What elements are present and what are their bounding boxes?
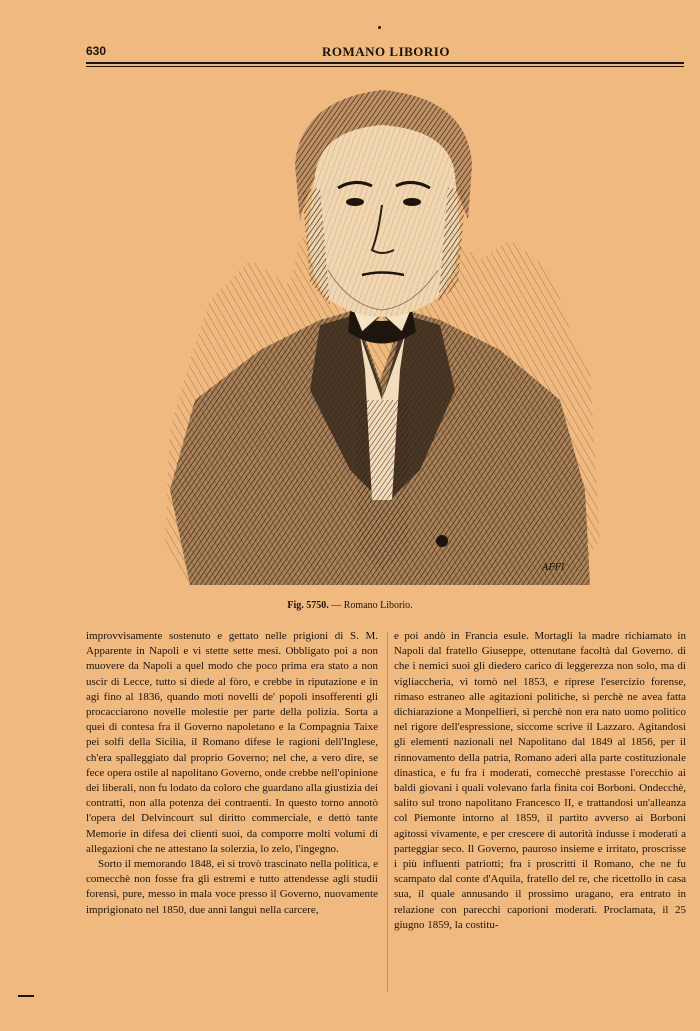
- header-rule-thin: [86, 66, 684, 67]
- running-title: ROMANO LIBORIO: [322, 44, 450, 59]
- figure-title: — Romano Liborio.: [331, 600, 413, 611]
- text-column-right: [394, 629, 686, 933]
- coat-button: [436, 535, 448, 547]
- text-column-left: [86, 629, 378, 918]
- margin-mark: [18, 995, 34, 997]
- paragraph: Sorto il memorando 1848, ei si trovò trascinato nella politica, e comecchè non fosse fra gli estremi e tutto attendesse agli studii forensi, pure, messo in mala voce presso il Governo, nuovamente imprigionato nel 1850, due anni languì nella carcere,: [86, 858, 378, 916]
- waistcoat: [355, 400, 410, 570]
- printer-dot: [378, 26, 381, 29]
- engraver-signature: AFFI: [542, 563, 565, 573]
- paragraph: e poi andò in Francia esule. Mortagli la madre richiamato in Napoli dal fratello Giuseppe, ottenutane facoltà dal Governo. di che i nemici suoi gli diedero carico di leggerezza non solo, ma di vigliaccheria, vi tornò nel 1853, e riprese l'esercizio forense, rimaso estraneo alle agitazioni politiche, sì perchè ne avea fatta dichiarazione a Monpellieri, sì perchè non era nato uomo politico nel rigore dell'espressione, siccome scrive il Lazzaro. Agitandosi gli elementi nazionali nel Napolitano dal 1849 al 1856, per il rinnovamento della patria, Romano aderì alla parte costituzionale dinastica, e fu fra i moderati, comecchè prestasse l'orecchio ai baldi giovani i quali volevano farla finita coi Borboni. Ondecchè, salito sul trono napolitano Francesco II, e trattandosi un'alleanza col Piemonte intorno al 1859, il partito avverso ai Borboni agitossi vivamente, e per crescere di autorità indusse i moderati a parteggiar seco. Il Governo, pauroso insieme e irritato, proscrisse i più influenti patriotti; fra i proscritti il Romano, che ne fu scampato dal conte d'Aquila, fratello del re, che ricettollo in casa sua, il quale annusando il prossimo uragano, era entrato in relazione con parecchi caporioni moderati. Proclamata, il 25 giugno 1859, la costitu-: [394, 630, 686, 931]
- portrait-engraving: [150, 70, 610, 590]
- column-divider: [387, 632, 388, 992]
- paragraph: improvvisamente sostenuto e gettato nelle prigioni di S. M. Apparente in Napoli e vi stette sette mesi. Obbligato poi a non muovere da Napoli a quel modo che poco prima era stato a non uscir di Lecce, tutto si diede al fòro, e crebbe in riputazione e in agi fino al 1836, quando moti novelli de' popoli insofferenti gli procacciarono novelle molestie per parte della polizia. Sorta a quei dì contesa fra il Governo napoletano e la Compagnia Taixe pei solfi della Sicilia, il Romano difese le ragioni dell'Inglese, ch'era spalleggiato dal proprio Governo; nel che, a vero dire, se fece opera ostile al napolitano Governo, onde crebbe nell'opinione dei liberali, non fu lodato da coloro che guardano alla giustizia dei contratti, non alla potenza dei contraenti. In questo torno annotò l'opera del Delvincourt sul diritto commerciale, e dettò tante Memorie in difesa dei clienti suoi, da comporre molti volumi di allegazioni che ne attestano la solerzia, lo zelo, l'ingegno.: [86, 630, 379, 855]
- page-number: 630: [86, 44, 107, 58]
- figure-caption: [0, 600, 700, 611]
- header-rule: [86, 62, 684, 64]
- figure-label: Fig. 5750.: [287, 600, 329, 611]
- page-header: [86, 44, 686, 64]
